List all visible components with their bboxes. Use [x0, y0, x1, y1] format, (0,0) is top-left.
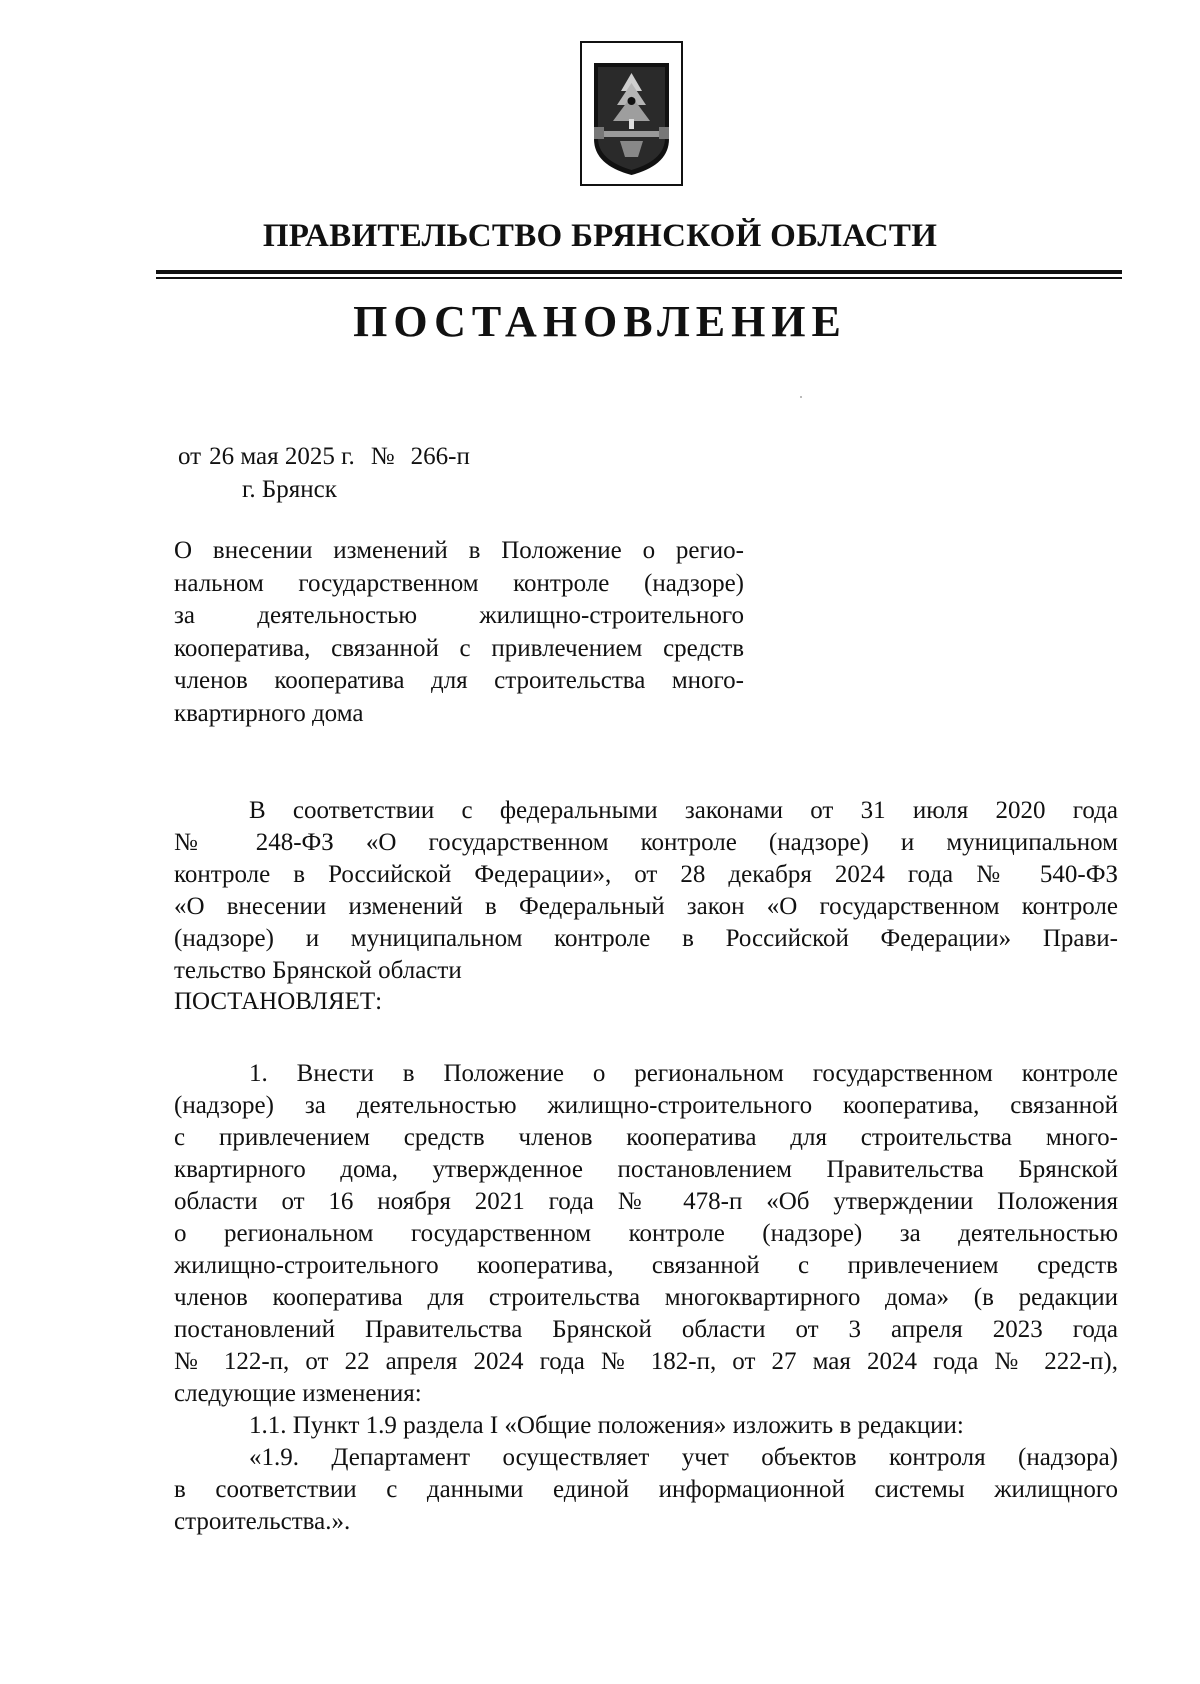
item-1-line: членов кооператива для строительства многоквартирного дома» (в редакции — [174, 1284, 1118, 1311]
item-1-line: о региональном государственном контроле (надзоре) за деятельностью — [174, 1220, 1118, 1247]
subject-line: квартирного дома — [174, 699, 364, 727]
date-prefix: от — [178, 443, 202, 470]
subject-line: нальном государственном контроле (надзоре) — [174, 569, 744, 597]
item-1-paragraph — [174, 1058, 1118, 1538]
header-rule-thin — [156, 277, 1122, 279]
preamble-line: тельство Брянской области — [174, 957, 462, 984]
item-1-9-line: в соответствии с данными единой информационной системы жилищного — [174, 1476, 1118, 1503]
preamble-line: (надзоре) и муниципальном контроле в Российской Федерации» Прави- — [174, 925, 1118, 952]
organization-title: ПРАВИТЕЛЬСТВО БРЯНСКОЙ ОБЛАСТИ — [262, 218, 938, 254]
item-1-line: (надзоре) за деятельностью жилищно-строительного кооператива, связанной — [174, 1092, 1118, 1119]
document-type: ПОСТАНОВЛЕНИЕ — [353, 297, 847, 346]
subject-line: за деятельностью жилищно-строительного — [174, 602, 744, 629]
preamble-line: контроле в Российской Федерации», от 28 декабря 2024 года № 540-ФЗ — [174, 861, 1118, 888]
item-1-line: области от 16 ноября 2021 года № 478-п «Об утверждении Положения — [174, 1188, 1118, 1215]
item-1-line: 1. Внести в Положение о региональном государственном контроле — [249, 1060, 1118, 1087]
date-line — [178, 443, 470, 471]
number-sign: № — [370, 443, 395, 470]
item-1-line: жилищно-строительного кооператива, связанной с привлечением средств — [174, 1252, 1118, 1279]
item-1-9-line: «1.9. Департамент осуществляет учет объектов контроля (надзора) — [249, 1444, 1118, 1471]
item-1-line: постановлений Правительства Брянской области от 3 апреля 2023 года — [174, 1316, 1118, 1343]
preamble-paragraph — [174, 795, 1118, 987]
subject-line: кооператива, связанной с привлечением средств — [174, 634, 744, 662]
item-1-line: квартирного дома, утвержденное постановлением Правительства Брянской — [174, 1156, 1118, 1183]
document-number: 266-п — [410, 443, 470, 470]
item-1-line: № 122-п, от 22 апреля 2024 года № 182-п, от 27 мая 2024 года № 222-п), — [174, 1348, 1118, 1375]
subject-line: членов кооператива для строительства много- — [174, 667, 744, 694]
subject-line: О внесении изменений в Положение о регио- — [174, 537, 744, 564]
item-1-9-line: строительства.». — [174, 1508, 351, 1535]
preamble-line: В соответствии с федеральными законами от 31 июля 2020 года — [249, 797, 1118, 824]
decree-word: ПОСТАНОВЛЯЕТ: — [174, 988, 383, 1015]
document-date: 26 мая 2025 г. — [209, 443, 355, 470]
header-rule-thick — [156, 270, 1122, 274]
item-1-line: с привлечением средств членов кооператива для строительства много- — [174, 1124, 1118, 1151]
item-1-line: следующие изменения: — [174, 1380, 422, 1407]
preamble-line: № 248-ФЗ «О государственном контроле (надзоре) и муниципальном — [174, 829, 1118, 856]
document-subject — [174, 535, 744, 730]
item-1-1-line: 1.1. Пункт 1.9 раздела I «Общие положения» изложить в редакции: — [249, 1412, 964, 1439]
preamble-line: «О внесении изменений в Федеральный закон «О государственном контроле — [174, 893, 1118, 920]
scan-speck — [800, 396, 802, 398]
coat-of-arms-icon — [580, 41, 683, 186]
city: г. Брянск — [242, 476, 337, 503]
